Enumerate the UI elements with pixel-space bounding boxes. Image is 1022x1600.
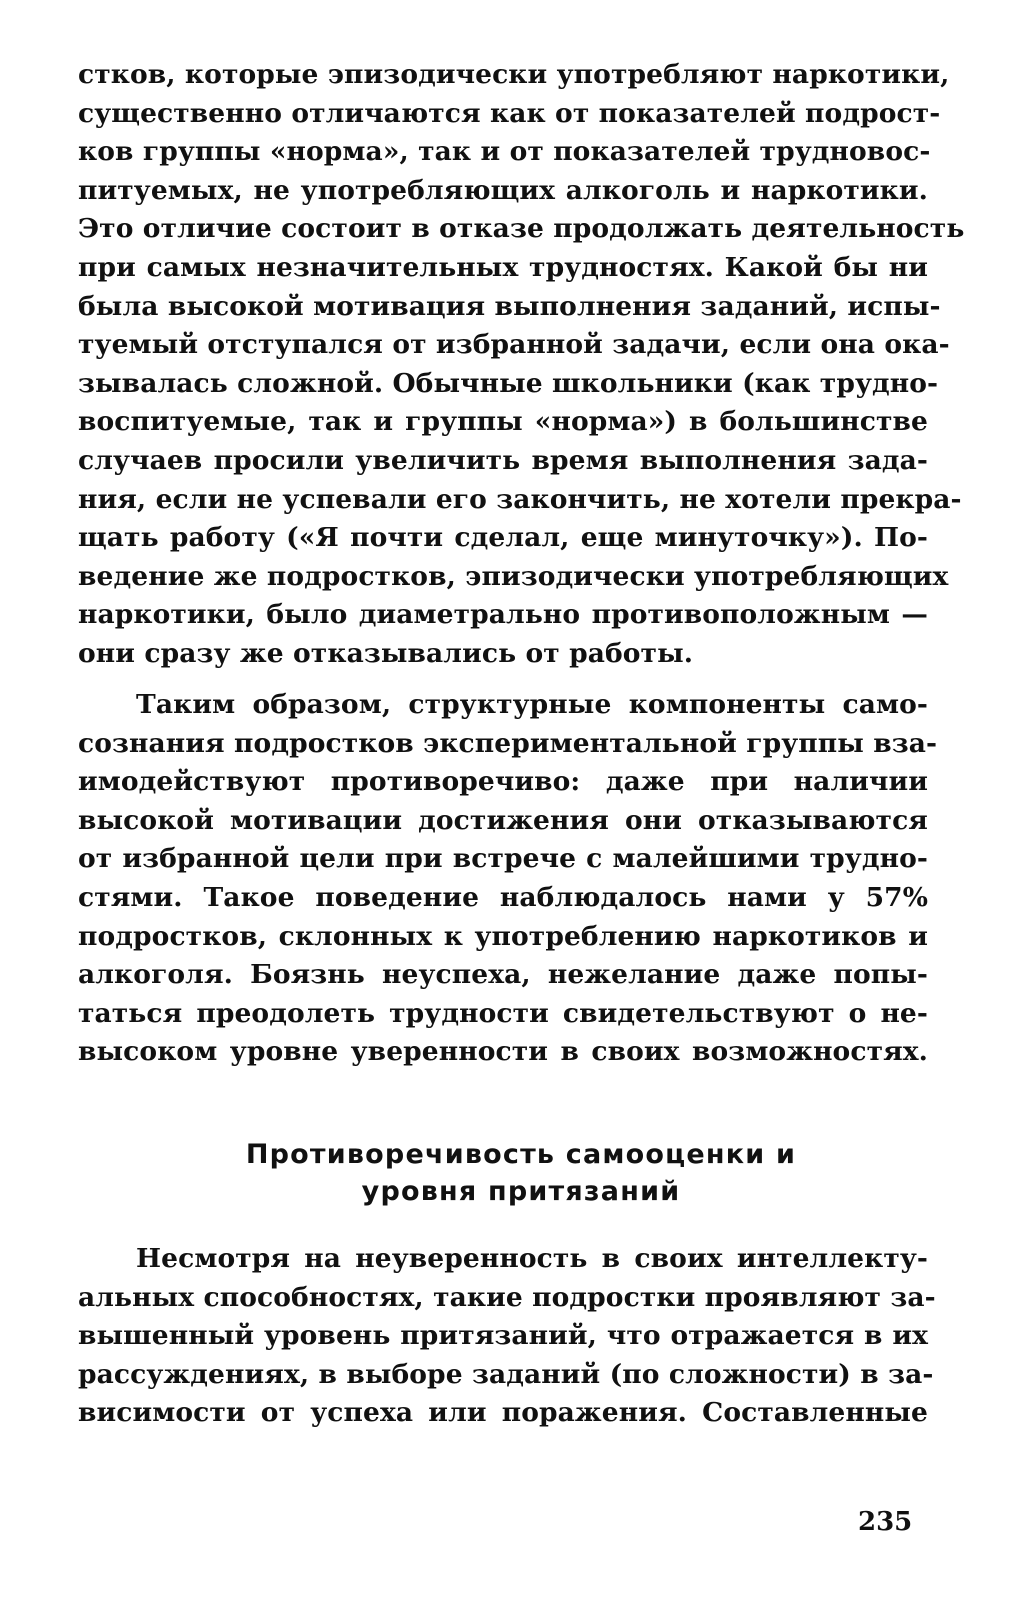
text-line: таться преодолеть трудности свидетельствуют о не- (78, 997, 928, 1029)
text-line-indented: Несмотря на неуверенность в своих интеллекту- (136, 1243, 928, 1274)
text-line: вышенный уровень притязаний, что отражается в их (78, 1320, 928, 1352)
text-line: случаев просили увеличить время выполнения зада- (78, 444, 928, 476)
paragraph-3 (78, 1240, 936, 1433)
text-line: ния, если не успевали его закончить, не хотели прекра- (78, 483, 962, 515)
text-line: воспитуемые, так и группы «норма») в большинстве (78, 406, 928, 438)
paragraph-2 (78, 686, 938, 1072)
text-line: существенно отличаются как от показателей подрост- (78, 97, 941, 129)
section-heading-line-2: уровня притязаний (361, 1176, 681, 1207)
text-line: туемый отступался от избранной задачи, если она ока- (78, 329, 950, 361)
section-heading-line-1: Противоречивость самооценки и (245, 1139, 797, 1170)
text-line: алкоголя. Боязнь неуспеха, нежелание даже попы- (78, 959, 928, 991)
text-line: щать работу («Я почти сделал, еще минуточку»). По- (78, 522, 928, 554)
text-line: сознания подростков экспериментальной группы вза- (78, 727, 938, 759)
text-line: рассуждениях, в выборе заданий (по сложности) в за- (78, 1358, 934, 1390)
text-line: альных способностях, такие подростки проявляют за- (78, 1281, 936, 1313)
text-line: они сразу же отказывались от работы. (78, 637, 694, 669)
text-line: питуемых, не употребляющих алкоголь и наркотики. (78, 174, 928, 206)
text-line: наркотики, было диаметрально противоположным — (78, 599, 928, 631)
text-line: Это отличие состоит в отказе продолжать деятельность (78, 213, 965, 245)
text-line: висимости от успеха или поражения. Составленные (78, 1397, 928, 1429)
text-line-indented: Таким образом, структурные компоненты само- (136, 689, 928, 720)
text-line: при самых незначительных трудностях. Какой бы ни (78, 251, 928, 283)
page-number: 235 (858, 1507, 913, 1537)
text-line: была высокой мотивация выполнения заданий, испы- (78, 290, 941, 322)
text-line: от избранной цели при встрече с малейшими трудно- (78, 843, 928, 875)
paragraph-1 (78, 56, 965, 674)
text-line: высокой мотивации достижения они отказываются (78, 804, 928, 836)
text-line: ведение же подростков, эпизодически употребляющих (78, 560, 949, 592)
text-line: стями. Такое поведение наблюдалось нами у 57% (78, 881, 928, 913)
section-heading (0, 1136, 1022, 1210)
text-line: стков, которые эпизодически употребляют наркотики, (78, 59, 950, 90)
text-line: зывалась сложной. Обычные школьники (как трудно- (78, 367, 939, 399)
text-line: ков группы «норма», так и от показателей трудновос- (78, 136, 931, 168)
text-line: имодействуют противоречиво: даже при наличии (78, 766, 928, 798)
text-line: подростков, склонных к употреблению наркотиков и (78, 920, 928, 952)
text-line: высоком уровне уверенности в своих возможностях. (78, 1036, 928, 1068)
